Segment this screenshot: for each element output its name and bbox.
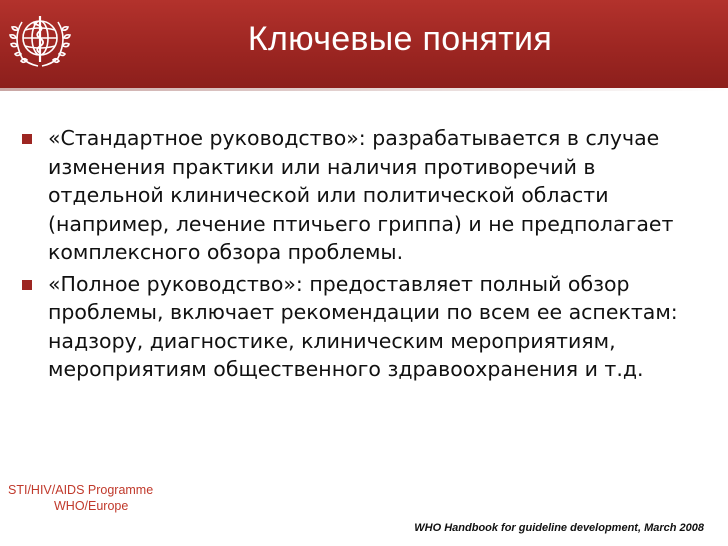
- bullet-item-standard-guideline: [22, 124, 702, 267]
- footer-programme-name: STI/HIV/AIDS Programme: [8, 483, 154, 497]
- who-emblem-icon: [8, 8, 72, 72]
- footer-org-name: WHO/Europe: [54, 499, 129, 513]
- bullet-text: «Полное руководство»: предоставляет полный обзор проблемы, включает рекомендации по всем ее аспектам: надзору, диагностике, клиническим мероприятиям, мероприятиям общественного здравоохранения и т.д.: [48, 271, 678, 381]
- square-bullet-icon: [22, 280, 32, 290]
- title-divider: [0, 88, 728, 91]
- square-bullet-icon: [22, 134, 32, 144]
- bullet-item-full-guideline: [22, 270, 702, 384]
- bullet-text: «Стандартное руководство»: разрабатывается в случае изменения практики или наличия противоречий в отдельной клинической или политической области (например, лечение птичьего гриппа) и не предполагает комплексного обзора проблемы.: [48, 126, 674, 264]
- slide-title: Ключевые понятия: [247, 20, 553, 58]
- bullet-list: [22, 124, 702, 387]
- footer-citation: WHO Handbook for guideline development, March 2008: [414, 522, 704, 534]
- footer-programme: [8, 482, 178, 514]
- title-bar: [0, 0, 728, 88]
